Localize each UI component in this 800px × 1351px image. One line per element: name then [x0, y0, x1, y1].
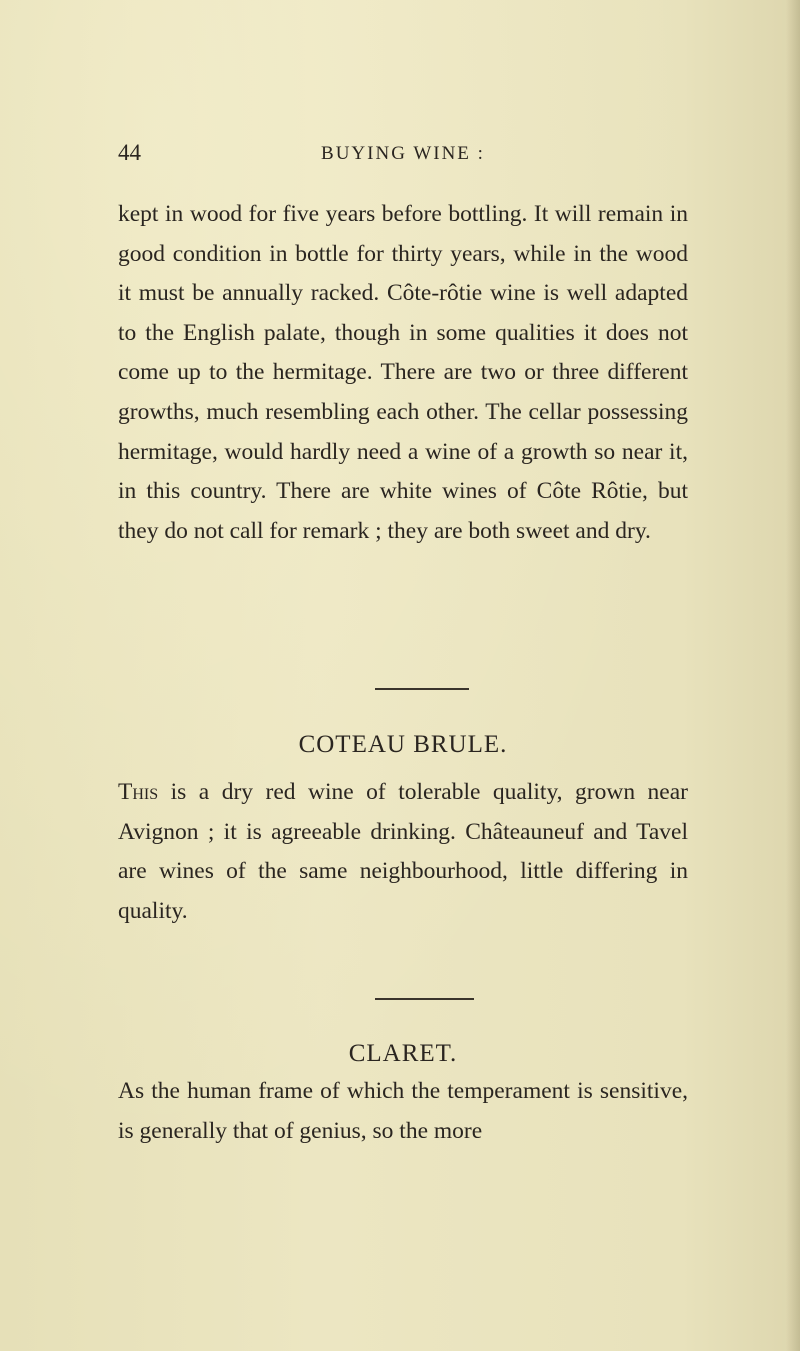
section-divider	[375, 998, 474, 1000]
paragraph-continuation	[118, 195, 688, 551]
paragraph-text: kept in wood for five years before bottling. It will remain in good condition in bottle for thirty years, while in the wood it must be annually racked. Côte-rôtie wine is well adapted to the English palate, though in some qualities it does not come up to the hermitage. There are two or three different growths, much resembling each other. The cellar possessing hermitage, would hardly need a wine of a growth so near it, in this country. There are white wines of Côte Rôtie, but they do not call for remark ; they are both sweet and dry.	[118, 201, 688, 544]
paragraph-body: is a dry red wine of tolerable quality, grown near Avignon ; it is agreeable drinking. Châteauneuf and Tavel are wines of the same neighbourhood, little differing in quality.	[118, 779, 688, 924]
page-edge-shadow	[786, 0, 800, 1351]
running-head: BUYING WINE :	[321, 143, 485, 164]
section-paragraph-claret	[118, 1072, 688, 1151]
section-heading-coteau-brule: COTEAU BRULE.	[298, 731, 508, 758]
section-heading-claret: CLARET.	[348, 1040, 458, 1067]
page-header	[118, 140, 688, 180]
page-number: 44	[118, 140, 141, 165]
lead-word: This	[118, 779, 159, 805]
section-paragraph-coteau-brule	[118, 773, 688, 931]
paragraph-text	[118, 773, 688, 931]
section-divider	[375, 688, 469, 690]
paragraph-text: As the human frame of which the temperament is sensitive, is generally that of genius, so the more	[118, 1078, 688, 1144]
